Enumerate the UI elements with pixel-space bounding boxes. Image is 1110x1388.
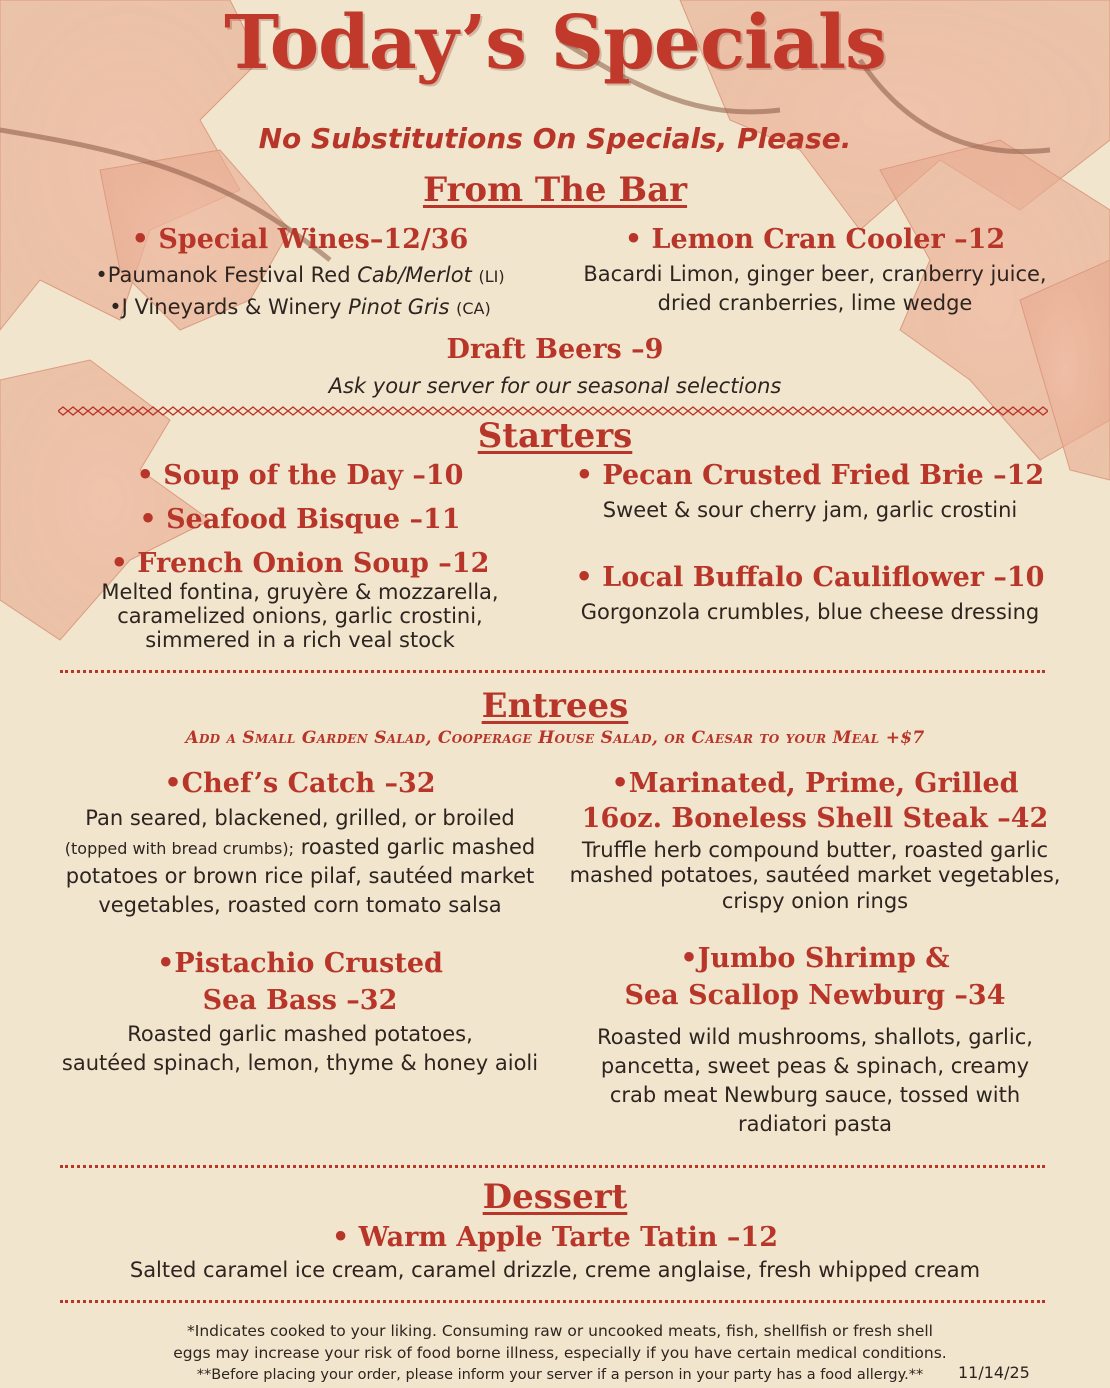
sea-bass-desc-2: sautéed spinach, lemon, thyme & honey aioli [61,1051,539,1075]
footer-line-1: *Indicates cooked to your liking. Consuming raw or uncooked meats, fish, shellfish or fresh shell [187,1322,933,1340]
chefs-catch-desc-2: (topped with bread crumbs); roasted garlic mashed [64,835,536,859]
wine-line-2: •J Vineyards & Winery Pinot Gris (CA) [109,295,491,319]
footer-line-3: **Before placing your order, please inform your server if a person in your party has a food allergy.** [196,1367,924,1383]
draft-beers-desc: Ask your server for our seasonal selections [328,374,782,398]
apple-tarte-tatin-name: • Warm Apple Tarte Tatin –12 [332,1222,778,1253]
starters-heading: Starters [477,416,633,456]
shrimp-newburg-desc-3: crab meat Newburg sauce, tossed with [609,1083,1021,1107]
shell-steak-desc-1: Truffle herb compound butter, roasted garlic [581,838,1049,862]
sea-bass-name-2: Sea Bass –32 [202,985,398,1016]
lemon-cran-cooler-desc-1: Bacardi Limon, ginger beer, cranberry juice, [583,262,1047,286]
salad-addon-note: Add a Small Garden Salad, Cooperage House Salad, or Caesar to your Meal +$7 [185,728,925,748]
wine-line-1: •Paumanok Festival Red Cab/Merlot (LI) [95,263,505,287]
no-substitutions-note: No Substitutions On Specials, Please. [258,122,852,155]
shrimp-newburg-name-1: •Jumbo Shrimp & [680,943,950,974]
shell-steak-desc-3: crispy onion rings [721,889,909,913]
special-wines-name: • Special Wines–12/36 [131,224,469,255]
fried-brie-name: • Pecan Crusted Fried Brie –12 [575,460,1045,491]
buffalo-cauliflower-desc: Gorgonzola crumbles, blue cheese dressing [580,600,1040,624]
french-onion-soup-name: • French Onion Soup –12 [110,548,490,579]
chefs-catch-desc-3: potatoes or brown rice pilaf, sautéed market [65,864,535,888]
dessert-heading: Dessert [482,1177,628,1217]
bar-heading: From The Bar [422,170,688,210]
lemon-cran-cooler-name: • Lemon Cran Cooler –12 [624,224,1006,255]
lemon-cran-cooler-desc-2: dried cranberries, lime wedge [657,291,973,315]
footer-line-2: eggs may increase your risk of food borne illness, especially if you have certain medical conditions. [173,1344,947,1362]
chefs-catch-desc-1: Pan seared, blackened, grilled, or broiled [85,806,515,830]
section-divider [60,1300,1045,1303]
shrimp-newburg-desc-1: Roasted wild mushrooms, shallots, garlic, [597,1025,1033,1049]
apple-tarte-tatin-desc: Salted caramel ice cream, caramel drizzle, creme anglaise, fresh whipped cream [129,1258,981,1282]
shell-steak-desc-2: mashed potatoes, sautéed market vegetables, [569,863,1061,887]
shell-steak-name-2: 16oz. Boneless Shell Steak –42 [581,803,1049,834]
section-divider [60,670,1045,673]
soup-of-the-day: • Soup of the Day –10 [136,460,464,491]
section-divider [60,1165,1045,1168]
shrimp-newburg-desc-2: pancetta, sweet peas & spinach, creamy [600,1054,1030,1078]
french-onion-soup-desc-3: simmered in a rich veal stock [145,628,455,652]
footer-disclaimer [120,1320,1000,1386]
chefs-catch-name: •Chef’s Catch –32 [164,768,436,799]
shell-steak-name-1: •Marinated, Prime, Grilled [611,768,1019,799]
chefs-catch-desc-4: vegetables, roasted corn tomato salsa [98,893,502,917]
seafood-bisque: • Seafood Bisque –11 [139,504,461,535]
shrimp-newburg-name-2: Sea Scallop Newburg –34 [624,980,1006,1011]
sea-bass-name-1: •Pistachio Crusted [157,948,443,979]
page-title: Today’s Specials [224,0,886,86]
entrees-heading: Entrees [481,686,629,726]
french-onion-soup-desc-2: caramelized onions, garlic crostini, [117,604,483,628]
draft-beers-name: Draft Beers –9 [446,334,664,365]
menu-date: 11/14/25 [958,1363,1030,1382]
shrimp-newburg-desc-4: radiatori pasta [737,1112,892,1136]
french-onion-soup-desc-1: Melted fontina, gruyère & mozzarella, [101,580,499,604]
sea-bass-desc-1: Roasted garlic mashed potatoes, [127,1022,473,1046]
fried-brie-desc: Sweet & sour cherry jam, garlic crostini [602,498,1018,522]
buffalo-cauliflower-name: • Local Buffalo Cauliflower –10 [575,562,1045,593]
